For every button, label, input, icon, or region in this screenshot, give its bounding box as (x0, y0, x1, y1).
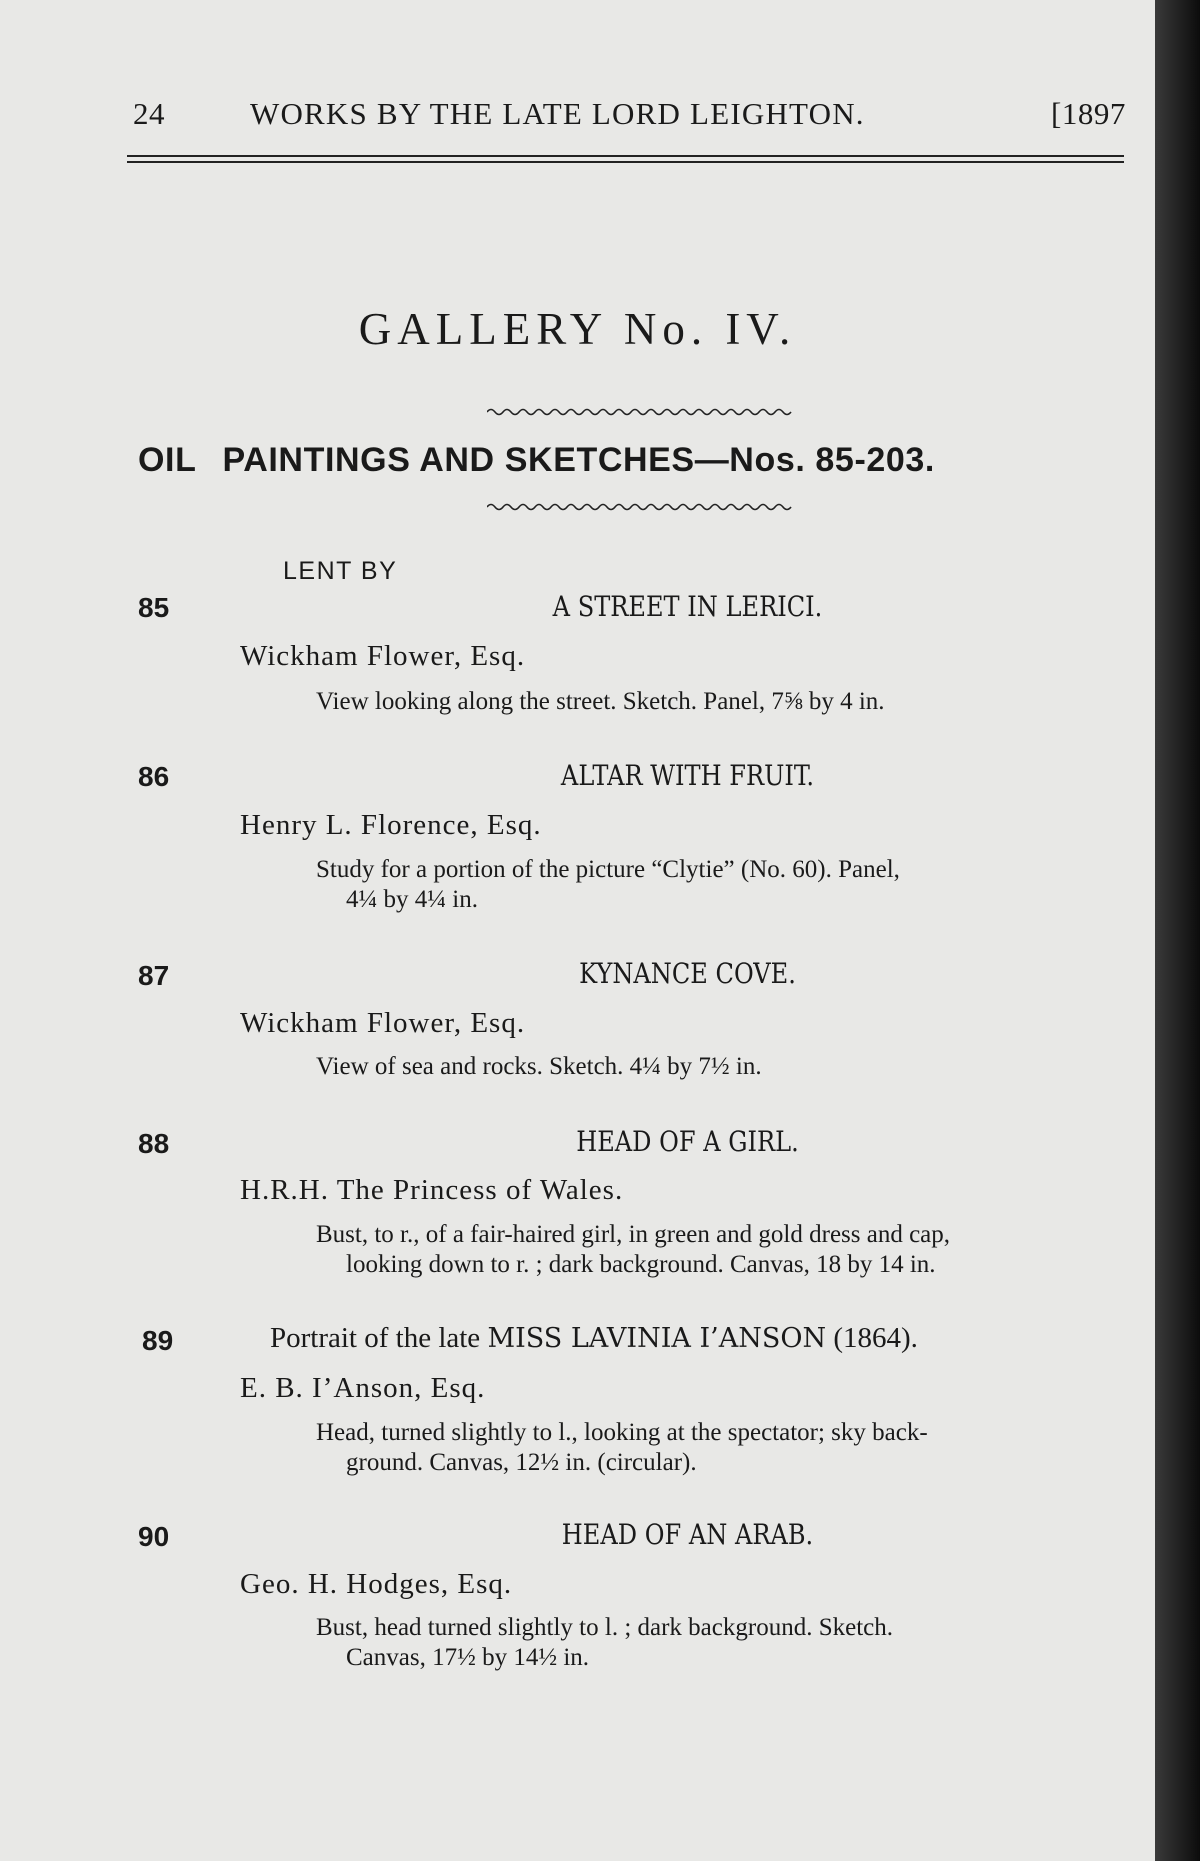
entry-description-line1: Head, turned slightly to l., looking at the spectator; sky back- (316, 1419, 928, 1446)
section-heading-part2: PAINTINGS AND SKETCHES—Nos. 85-203. (222, 441, 935, 479)
ornamental-wavy-rule-bottom (487, 500, 792, 514)
entry-number: 88 (138, 1128, 170, 1159)
entry-title: ALTAR WITH FRUIT. (560, 759, 815, 792)
header-rule-top (127, 155, 1124, 157)
section-heading (138, 441, 935, 480)
entry-title: A STREET IN LERICI. (552, 590, 823, 623)
section-heading-part1: OIL (138, 441, 197, 479)
entry-description-line2: Canvas, 17½ by 14½ in. (346, 1644, 590, 1671)
entry-description-line1: Bust, to r., of a fair-haired girl, in green and gold dress and cap, (316, 1221, 951, 1248)
entry-number: 85 (138, 592, 170, 623)
page-number: 24 (133, 96, 165, 131)
lent-by-label: LENT BY (283, 557, 398, 585)
entry-description-line1: View looking along the street. Sketch. Panel, 7⅝ by 4 in. (316, 688, 885, 715)
entry-description (316, 1052, 1136, 1082)
running-title: WORKS BY THE LATE LORD LEIGHTON. (250, 96, 865, 131)
entry-title: KYNANCE COVE. (579, 957, 796, 990)
entry-description-line2: 4¼ by 4¼ in. (346, 886, 478, 913)
entry-description (316, 1220, 1136, 1280)
entry-description (316, 687, 1136, 717)
header-rule-bottom (127, 161, 1124, 163)
entry-description (316, 1418, 1136, 1478)
gallery-title: GALLERY No. IV. (358, 304, 797, 354)
entry-title: HEAD OF AN ARAB. (561, 1518, 814, 1551)
entry-description-line1: View of sea and rocks. Sketch. 4¼ by 7½ in. (316, 1053, 762, 1080)
entry-title-date: (1864). (833, 1322, 918, 1354)
entry-number: 87 (138, 960, 170, 991)
ornamental-wavy-rule-top (487, 405, 792, 419)
entry-title-prefix: Portrait of the late (270, 1322, 481, 1354)
entry-description-line2: ground. Canvas, 12½ in. (circular). (346, 1449, 697, 1476)
entry-lender: E. B. I’Anson, Esq. (240, 1372, 486, 1404)
entry-description-line1: Study for a portion of the picture “Clytie” (No. 60). Panel, (316, 856, 900, 883)
entry-description-line2: looking down to r. ; dark background. Canvas, 18 by 14 in. (346, 1251, 936, 1278)
running-year: [1897 (1051, 96, 1126, 131)
entry-number: 86 (138, 761, 170, 792)
entry-lender: Henry L. Florence, Esq. (240, 809, 542, 841)
entry-lender: H.R.H. The Princess of Wales. (240, 1174, 624, 1206)
entry-lender: Wickham Flower, Esq. (240, 1007, 526, 1039)
entry-number: 89 (142, 1325, 174, 1356)
entry-title-sitter: MISS LAVINIA I’ANSON (487, 1323, 827, 1354)
entry-number: 90 (138, 1521, 170, 1552)
entry-description-line1: Bust, head turned slightly to l. ; dark background. Sketch. (316, 1614, 893, 1641)
entry-title (270, 1322, 918, 1355)
entry-title: HEAD OF A GIRL. (576, 1125, 799, 1158)
page-edge-shadow (1155, 0, 1200, 1861)
entry-lender: Geo. H. Hodges, Esq. (240, 1568, 513, 1600)
entry-lender: Wickham Flower, Esq. (240, 640, 526, 672)
entry-description (316, 1613, 1136, 1673)
entry-description (316, 855, 1136, 915)
